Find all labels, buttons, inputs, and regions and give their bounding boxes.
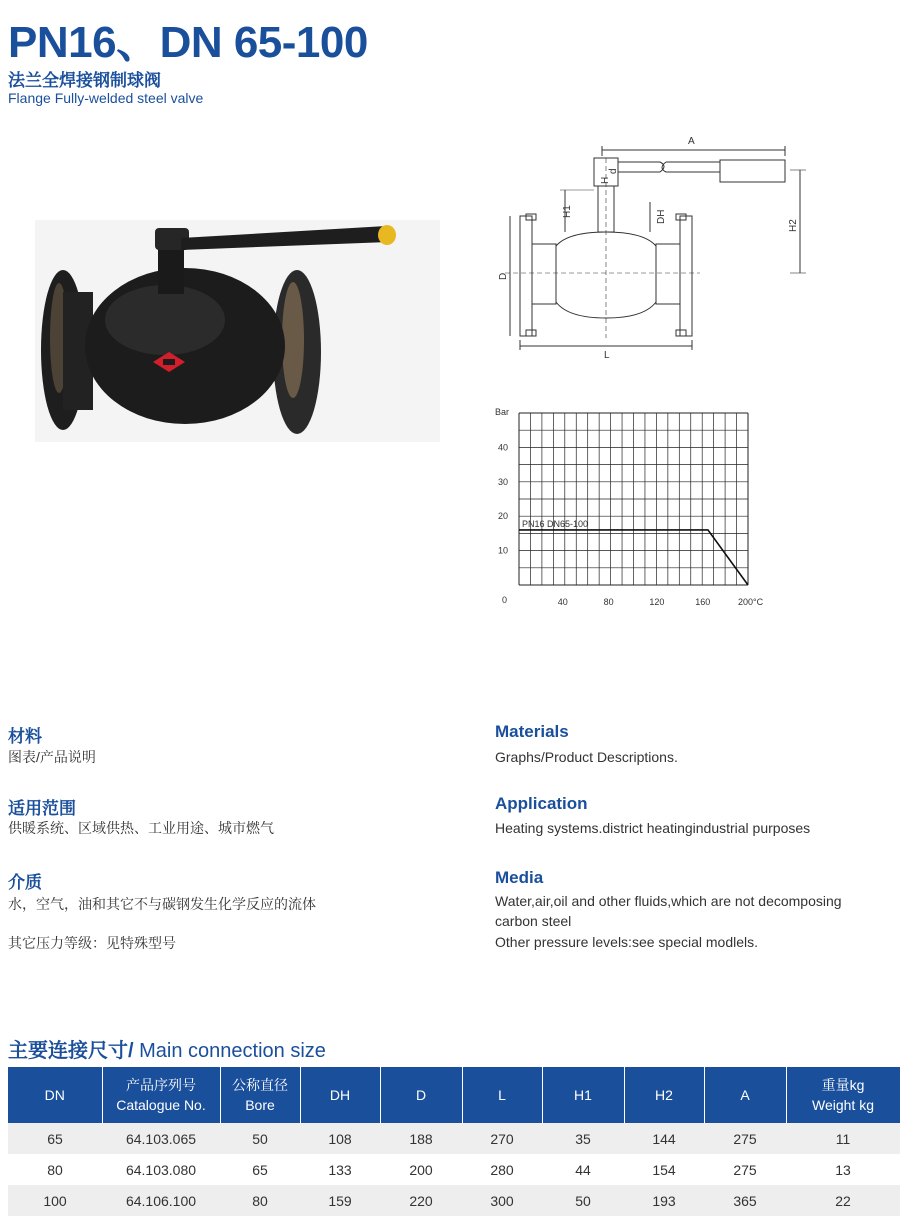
application-text-en: Heating systems.district heatingindustrial purposes [495, 820, 811, 836]
media-text-en-line2: carbon steel [495, 913, 572, 929]
table-cell: 64.103.065 [102, 1123, 220, 1154]
table-cell: 275 [704, 1123, 786, 1154]
header-sublabel: Weight kg [812, 1097, 874, 1113]
table-cell: 100 [8, 1185, 102, 1216]
header-label: A [740, 1087, 750, 1103]
table-cell: 275 [704, 1154, 786, 1185]
table-cell: 50 [220, 1123, 300, 1154]
table-cell: 22 [786, 1185, 900, 1216]
chart-y-tick-label: 40 [498, 442, 509, 453]
header-label: 产品序列号 [126, 1077, 196, 1093]
header-label: H2 [655, 1087, 673, 1103]
chart-x-tick-label: 40 [557, 597, 568, 607]
table-header-cell [542, 1067, 624, 1123]
table-cell: 270 [462, 1123, 542, 1154]
materials-text-en: Graphs/Product Descriptions. [495, 749, 678, 765]
header-label: DN [44, 1087, 65, 1103]
table-cell: 64.103.080 [102, 1154, 220, 1185]
table-cell: 159 [300, 1185, 380, 1216]
chart-grid [519, 413, 748, 585]
table-header-cell [300, 1067, 380, 1123]
table-header-cell [462, 1067, 542, 1123]
header-label: H1 [574, 1087, 592, 1103]
table-cell: 11 [786, 1123, 900, 1154]
chart-series-label: PN16 DN65-100 [522, 518, 589, 529]
table-header-cell [220, 1067, 300, 1123]
chart-x-tick-label: 80 [603, 597, 614, 607]
header-sublabel: Bore [245, 1097, 275, 1113]
page-title: PN16、DN 65-100 [8, 18, 368, 67]
header-label: L [498, 1087, 506, 1103]
dim-label-h2: H2 [788, 219, 799, 232]
dim-label-a: A [688, 136, 695, 147]
application-text-cn: 供暖系统、区域供热、工业用途、城市燃气 [8, 820, 274, 836]
chart-x-tick-label: 0 [502, 595, 508, 605]
subtitle-english: Flange Fully-welded steel valve [8, 90, 204, 106]
table-header-cell [380, 1067, 462, 1123]
chart-x-tick-label: 200°C [738, 597, 764, 607]
header-label: D [415, 1087, 427, 1103]
table-cell: 80 [220, 1185, 300, 1216]
dim-label-dh: DH [656, 209, 667, 224]
table-cell: 154 [624, 1154, 704, 1185]
table-header-cell [786, 1067, 900, 1123]
header-sublabel: Catalogue No. [116, 1097, 206, 1113]
table-cell: 44 [542, 1154, 624, 1185]
table-row [8, 1154, 900, 1185]
pressure-note-cn: 其它压力等级：见特殊型号 [8, 935, 176, 951]
table-header-cell [8, 1067, 102, 1123]
table-cell: 35 [542, 1123, 624, 1154]
table-cell: 300 [462, 1185, 542, 1216]
media-text-en-line1: Water,air,oil and other fluids,which are not decomposing [495, 893, 842, 909]
dim-label-d-small: d [608, 168, 619, 174]
table-title-cn: 主要连接尺寸/ [8, 1040, 134, 1062]
table-header-cell [624, 1067, 704, 1123]
table-cell: 144 [624, 1123, 704, 1154]
table-cell: 193 [624, 1185, 704, 1216]
application-heading-cn: 适用范围 [8, 799, 76, 818]
materials-heading-en: Materials [495, 722, 569, 741]
table-cell: 188 [380, 1123, 462, 1154]
dimension-diagram [490, 128, 810, 360]
table-cell: 133 [300, 1154, 380, 1185]
table-cell: 280 [462, 1154, 542, 1185]
table-cell: 200 [380, 1154, 462, 1185]
materials-text-cn: 图表/产品说明 [8, 749, 96, 765]
table-cell: 80 [8, 1154, 102, 1185]
table-row [8, 1185, 900, 1216]
chart-y-tick-label: 30 [498, 476, 509, 487]
table-cell: 64.106.100 [102, 1185, 220, 1216]
dim-label-h: H [600, 176, 611, 184]
header-label: DH [329, 1087, 351, 1103]
table-cell: 365 [704, 1185, 786, 1216]
table-cell: 108 [300, 1123, 380, 1154]
chart-y-tick-label: 20 [498, 511, 509, 522]
table-header-cell [102, 1067, 220, 1123]
media-text-cn: 水，空气，油和其它不与碳钢发生化学反应的流体 [8, 896, 316, 912]
pressure-note-en: Other pressure levels:see special modlels. [495, 934, 759, 950]
dim-label-d: D [498, 272, 509, 280]
media-heading-cn: 介质 [8, 873, 42, 892]
table-cell: 65 [8, 1123, 102, 1154]
chart-y-tick-label: 10 [498, 545, 509, 556]
table-title-en: Main connection size [133, 1040, 326, 1062]
media-heading-en: Media [495, 868, 544, 887]
valve-photo [35, 220, 440, 442]
pressure-temperature-chart [488, 395, 778, 620]
table-header-cell [704, 1067, 786, 1123]
dim-label-l: L [604, 350, 610, 360]
table-row [8, 1123, 900, 1154]
connection-size-table [8, 1067, 900, 1216]
chart-ylabel: Bar [495, 407, 510, 417]
table-title [8, 1034, 326, 1063]
table-header-row [8, 1067, 900, 1123]
table-cell: 65 [220, 1154, 300, 1185]
chart-x-tick-label: 160 [695, 597, 711, 607]
table-cell: 13 [786, 1154, 900, 1185]
header-label: 重量kg [821, 1077, 865, 1093]
materials-heading-cn: 材料 [8, 727, 42, 746]
dim-label-h1: H1 [562, 205, 573, 218]
subtitle-chinese: 法兰全焊接钢制球阀 [8, 71, 161, 90]
application-heading-en: Application [495, 794, 588, 813]
chart-x-tick-label: 120 [649, 597, 665, 607]
table-cell: 50 [542, 1185, 624, 1216]
header-label: 公称直径 [232, 1077, 288, 1093]
table-cell: 220 [380, 1185, 462, 1216]
